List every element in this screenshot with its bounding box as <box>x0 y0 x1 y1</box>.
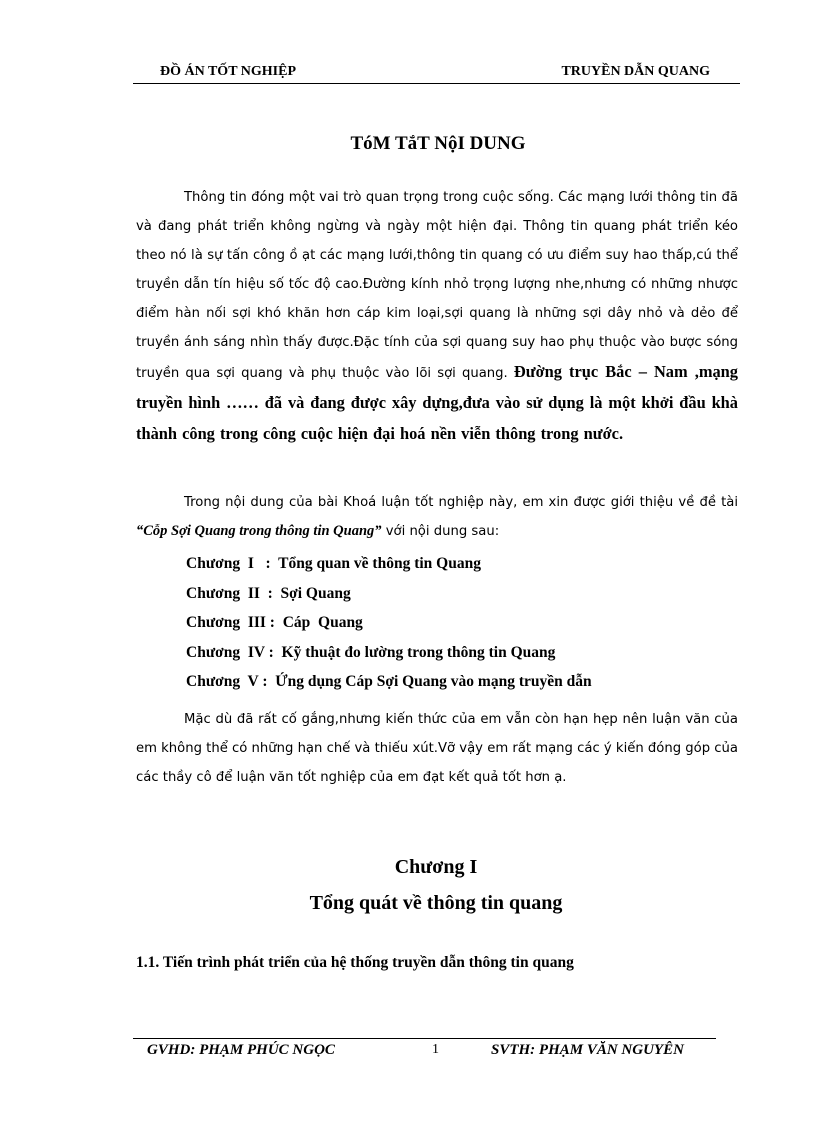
header-divider <box>133 83 740 84</box>
thesis-topic-title: “Cỗp Sợi Quang trong thông tin Quang” <box>136 523 382 539</box>
header-right-title: TRUYỀN DẪN QUANG <box>561 64 710 79</box>
chapter-list-item: Chương IV : Kỹ thuật đo lường trong thông tin Quang <box>186 643 556 661</box>
page-number: 1 <box>432 1042 439 1057</box>
section-heading: 1.1. Tiến trình phát triển của hệ thống truyền dẫn thông tin quang <box>136 954 574 971</box>
chapter-list <box>186 549 592 697</box>
summary-paragraph-1-text: Thông tin đóng một vai trò quan trọng trong cuộc sống. Các mạng lưới thông tin đã và đang phát triển không ngừng và ngày một hiện đại. Thông tin quang phát triển kéo theo nó là sự tấn công ồ ạt các mạng lưới,thông tin quang có ưu điểm suy hao thấp,cú thể truyền dẫn tín hiệu số tốc độ cao.Đường kính nhỏ trọng lượng nhe,nhưng có những nhược điểm hàn nối sợi khó khăn hơn cáp kim loại,sợi quang là những sợi dây nhỏ và dẻo để truyền ánh sáng nhìn thấy được.Đặc tính của sợi quang suy hao phụ thuộc vào bược sóng truyền qua sợi quang và phụ thuộc vào lõi sợi quang. <box>136 190 738 381</box>
summary-paragraph-2 <box>136 488 738 546</box>
summary-title: TóM TắT NộI DUNG <box>350 133 526 154</box>
header-left-title: ĐỒ ÁN TỐT NGHIỆP <box>160 64 297 79</box>
summary-paragraph-1-bold-text: Đường trục Bắc – Nam ,mạng truyền hình …… đã và đang được xây dựng,đưa vào sử dụng là một khởi đầu khà thành công trong công cuộc hiện đại hoá nền viễn thông trong nước. <box>136 362 738 443</box>
chapter-list-item: Chương III : Cáp Quang <box>186 614 363 632</box>
summary-paragraph-2-intro: Trong nội dung của bài Khoá luận tốt nghiệp này, em xin được giới thiệu về đề tài <box>184 495 738 510</box>
chapter-heading: Chương I <box>394 856 478 878</box>
footer-divider <box>133 1038 716 1039</box>
chapter-list-item: Chương I : Tổng quan về thông tin Quang <box>186 555 481 572</box>
chapter-list-item: Chương II : Sợi Quang <box>186 584 351 602</box>
chapter-subtitle: Tổng quát về thông tin quang <box>309 892 563 914</box>
summary-paragraph-2-outro: với nội dung sau: <box>385 524 500 539</box>
summary-paragraph-3 <box>136 705 738 792</box>
summary-paragraph-1 <box>136 183 738 450</box>
summary-paragraph-3-text: Mặc dù đã rất cố gắng,nhưng kiến thức của em vẫn còn hạn hẹp nên luận văn của em không thể có những hạn chế và thiếu xút.Vỡ vậy em rất mạng các ý kiến đóng góp của các thầy cô để luận văn tốt nghiệp của em đạt kết quả tốt hơn ạ. <box>136 712 738 785</box>
footer-advisor: GVHD: PHẠM PHÚC NGỌC <box>147 1042 335 1058</box>
footer-student: SVTH: PHẠM VĂN NGUYÊN <box>491 1042 684 1058</box>
chapter-list-item: Chương V : Ứng dụng Cáp Sợi Quang vào mạng truyền dẫn <box>186 673 592 691</box>
